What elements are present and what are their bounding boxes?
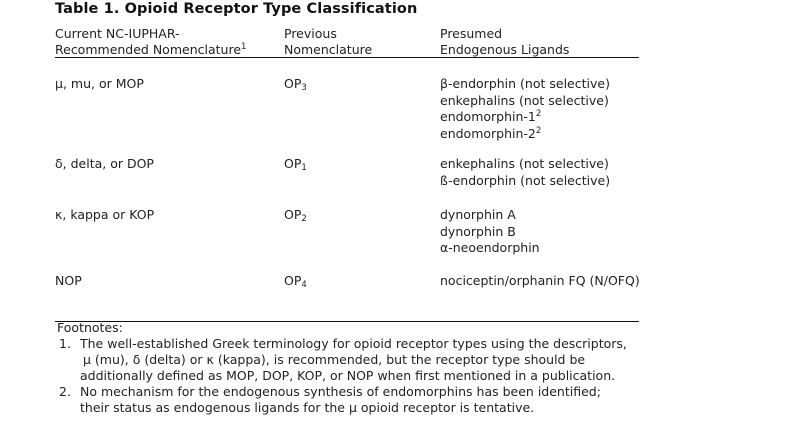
cell-current-mop: μ, mu, or MOP (55, 76, 144, 91)
cell-previous-dop: $OP_1$ (284, 156, 307, 173)
ligand-item: endomorphin-$2^2$ (440, 125, 542, 141)
ligand-item: enkephalins (not selective) (440, 156, 609, 171)
header-line: Nomenclature (284, 42, 373, 57)
cell-previous-nop: $OP_4$ (284, 273, 307, 290)
header-line: Recommended Nomenclature$^1$ (55, 42, 247, 57)
header-endogenous-ligands (440, 26, 569, 58)
cell-current-nop: NOP (55, 273, 82, 288)
footnote-1 (57, 336, 627, 384)
ligand-item: enkephalins (not selective) (440, 92, 609, 108)
header-line: Current NC-IUPHAR- (55, 26, 180, 41)
cell-previous-kop: $OP_2$ (284, 207, 307, 224)
ligand-item: ß-endorphin (not selective) (440, 172, 611, 188)
header-line: Endogenous Ligands (440, 42, 570, 57)
header-previous-nomenclature (284, 26, 372, 58)
ligand-item: β-endorphin (not selective) (440, 76, 610, 91)
cell-ligands-mop (440, 76, 610, 142)
footnote-line: μ (mu), δ (delta) or κ (kappa), is recommended, but the receptor type should be (83, 352, 586, 367)
footnote-line: No mechanism for the endogenous synthesis of endomorphins has been identified; (80, 384, 601, 399)
cell-ligands-nop (440, 273, 640, 290)
footnote-line: The well-established Greek terminology for opioid receptor types using the descriptors, (80, 336, 627, 351)
cell-previous-mop: $OP_3$ (284, 76, 307, 93)
cell-current-dop: δ, delta, or DOP (55, 156, 154, 171)
ligand-item: α-neoendorphin (440, 240, 540, 255)
footnote-line: additionally defined as MOP, DOP, KOP, or NOP when first mentioned in a publication. (80, 368, 616, 383)
footnote-ref: 2 (535, 109, 542, 119)
footnote-2 (57, 384, 627, 416)
footnotes-label: Footnotes: (57, 320, 123, 335)
ligand-item: nociceptin/orphanin FQ (N/OFQ) (440, 273, 640, 288)
ligand-item: dynorphin B (440, 223, 516, 239)
cell-ligands-dop (440, 156, 610, 189)
footnote-line: their status as endogenous ligands for the μ opioid receptor is tentative. (80, 400, 535, 415)
header-line: Previous (284, 26, 337, 41)
header-rule (55, 57, 639, 58)
table-title: Table 1. Opioid Receptor Type Classification (55, 1, 418, 17)
footnotes (57, 320, 627, 416)
cell-current-kop: κ, kappa or KOP (55, 207, 155, 222)
footnote-ref: 2 (535, 125, 542, 136)
header-current-nomenclature (55, 26, 246, 58)
cell-ligands-kop (440, 207, 540, 257)
footnote-number: 1. (59, 336, 71, 351)
footnote-ref: 1 (241, 42, 247, 52)
ligand-item: dynorphin A (440, 207, 516, 222)
header-line: Presumed (440, 26, 503, 41)
ligand-item: endomorphin-$1^2$ (440, 109, 542, 124)
footnote-number: 2. (59, 384, 71, 399)
